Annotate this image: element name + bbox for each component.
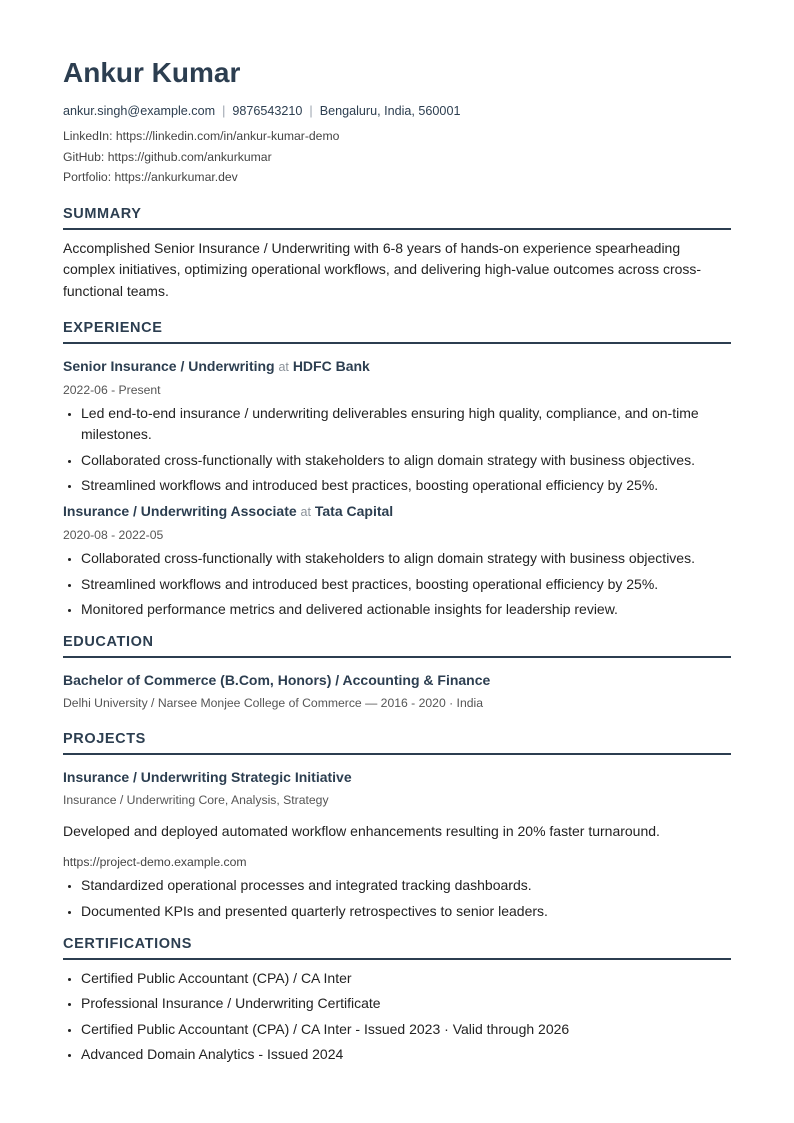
job-bullets [63, 403, 731, 496]
job-company: HDFC Bank [292, 358, 370, 374]
list-item: • Standardized operational processes and integrated tracking dashboards. [81, 875, 731, 896]
certifications-section [63, 936, 731, 1066]
list-item: • Advanced Domain Analytics - Issued 2024 [81, 1044, 731, 1065]
job-role: Insurance / Underwriting Associate [63, 503, 297, 519]
github-link[interactable]: GitHub: https://github.com/ankurkumar [63, 149, 272, 164]
at-label: at [278, 360, 289, 374]
list-item: • Certified Public Accountant (CPA) / CA Inter - Issued 2023 · Valid through 2026 [81, 1019, 731, 1040]
candidate-name: Ankur Kumar [63, 57, 241, 88]
section-title: SUMMARY [63, 206, 731, 230]
separator: | [222, 104, 226, 118]
list-item: • Led end-to-end insurance / underwriting deliverables ensuring high quality, compliance, and on-time milestones. [81, 403, 731, 445]
phone-text: 9876543210 [232, 104, 303, 118]
list-item: • Collaborated cross-functionally with stakeholders to align domain strategy with business objectives. [81, 548, 731, 569]
job-company: Tata Capital [314, 503, 394, 519]
job-entry [63, 502, 731, 620]
contact-line [63, 102, 731, 120]
school-details: Delhi University / Narsee Monjee College of Commerce — 2016 - 2020 · India [63, 696, 483, 710]
project-name: Insurance / Underwriting Strategic Initiative [63, 769, 352, 785]
section-title: EDUCATION [63, 634, 731, 658]
projects-section [63, 731, 731, 922]
portfolio-link[interactable]: Portfolio: https://ankurkumar.dev [63, 170, 238, 184]
degree-title: Bachelor of Commerce (B.Com, Honors) / Accounting & Finance [63, 672, 491, 688]
job-entry [63, 357, 731, 496]
linkedin-link[interactable]: LinkedIn: https://linkedin.com/in/ankur-kumar-demo [63, 129, 340, 143]
project-description: Developed and deployed automated workflow enhancements resulting in 20% faster turnaround. [63, 823, 660, 839]
project-tags: Insurance / Underwriting Core, Analysis, Strategy [63, 793, 329, 807]
list-item: • Documented KPIs and presented quarterly retrospectives to senior leaders. [81, 901, 731, 922]
summary-section [63, 206, 731, 303]
list-item: • Monitored performance metrics and delivered actionable insights for leadership review. [81, 599, 731, 620]
experience-section [63, 320, 731, 620]
job-dates: 2022-06 - Present [63, 383, 161, 397]
project-url[interactable]: https://project-demo.example.com [63, 855, 247, 869]
job-role: Senior Insurance / Underwriting [63, 358, 275, 374]
education-section [63, 634, 731, 711]
project-bullets [63, 875, 731, 922]
section-title: PROJECTS [63, 731, 731, 755]
summary-text: Accomplished Senior Insurance / Underwriting with 6-8 years of hands-on experience spearheading complex initiatives, optimizing operational workflows, and delivering high-value outcomes across cross-functional teams. [63, 239, 702, 299]
location-text: Bengaluru, India, 560001 [319, 104, 461, 118]
section-title: CERTIFICATIONS [63, 936, 731, 960]
job-bullets [63, 548, 731, 620]
list-item: • Certified Public Accountant (CPA) / CA Inter [81, 968, 731, 989]
job-heading [63, 357, 731, 376]
job-dates: 2020-08 - 2022-05 [63, 528, 164, 542]
at-label: at [300, 505, 311, 519]
education-entry [63, 671, 731, 711]
section-title: EXPERIENCE [63, 320, 731, 344]
list-item: • Streamlined workflows and introduced best practices, boosting operational efficiency by 25%. [81, 574, 731, 595]
email-text: ankur.singh@example.com [63, 104, 216, 118]
list-item: • Streamlined workflows and introduced best practices, boosting operational efficiency by 25%. [81, 475, 731, 496]
project-entry [63, 768, 731, 922]
certification-list [63, 968, 731, 1066]
separator: | [309, 104, 313, 118]
profile-links [63, 126, 731, 188]
list-item: • Professional Insurance / Underwriting Certificate [81, 993, 731, 1014]
job-heading [63, 502, 731, 521]
list-item: • Collaborated cross-functionally with stakeholders to align domain strategy with business objectives. [81, 450, 731, 471]
